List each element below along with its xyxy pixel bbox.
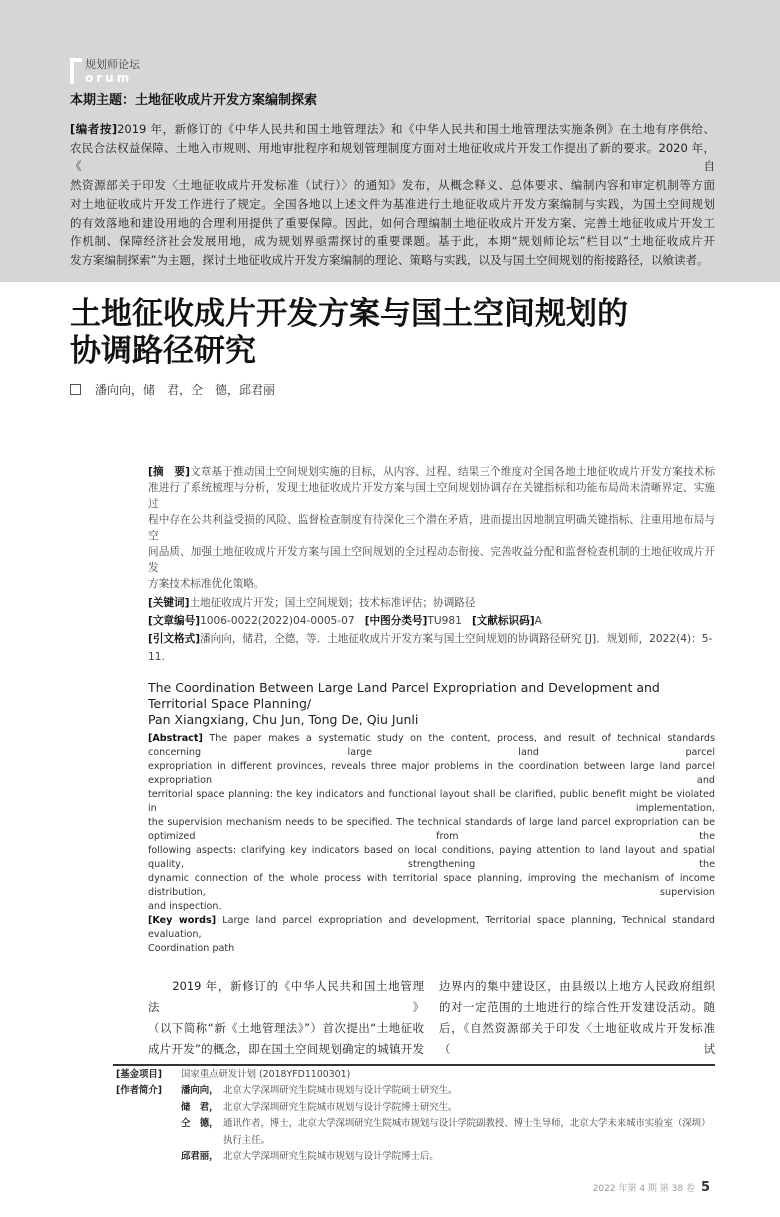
bio-name: 仝 德， bbox=[181, 1118, 219, 1130]
en-abstract-line bbox=[148, 732, 715, 760]
editor-note-band bbox=[0, 0, 780, 282]
bio-name: 邱君丽， bbox=[181, 1151, 219, 1163]
bio-indent bbox=[116, 1100, 181, 1117]
article-title bbox=[70, 296, 715, 370]
cn-abstract bbox=[148, 464, 715, 592]
english-abstract bbox=[148, 732, 715, 956]
author-bio-row bbox=[116, 1149, 715, 1166]
body-line: 边界内的集中建设区，由县级以上地方人民政府组织 bbox=[439, 978, 715, 993]
article-meta bbox=[148, 594, 715, 666]
author-bio-row bbox=[116, 1116, 715, 1133]
abstract-line: 准进行了系统梳理与分析，发现土地征收成片开发方案与国土空间规划协调存在关键指标和功能布局尚未清晰界定、实施过 bbox=[148, 481, 715, 510]
logo-f-shape bbox=[70, 58, 82, 84]
body-line: 2019 年，新修订的《中华人民共和国土地管理法》 bbox=[148, 978, 424, 1014]
article-body bbox=[0, 282, 780, 1166]
en-title-line: The Coordination Between Large Land Parcel Expropriation and Development and Territorial Space Planning/ bbox=[148, 679, 660, 711]
bio-name: 潘向向， bbox=[181, 1085, 219, 1097]
doc-code: A bbox=[534, 614, 542, 627]
square-bullet-icon bbox=[70, 384, 81, 395]
en-authors: Pan Xiangxiang, Chu Jun, Tong De, Qiu Junli bbox=[148, 711, 419, 727]
bio-desc: 北京大学深圳研究生院城市规划与设计学院博士后。 bbox=[223, 1151, 439, 1163]
body-line: 的对一定范围的土地进行的综合性开发建设活动。随 bbox=[439, 999, 715, 1014]
article-no-label: [文章编号] bbox=[148, 614, 201, 627]
clc-value: TU981 bbox=[427, 614, 462, 627]
abstract-label: [摘 要] bbox=[148, 465, 190, 478]
article-content bbox=[70, 464, 715, 1166]
author-bio-row bbox=[116, 1100, 715, 1117]
en-abstract-line: and inspection. bbox=[148, 900, 222, 912]
bio-indent bbox=[116, 1133, 181, 1150]
abstract-line: 方案技术标准优化策略。 bbox=[148, 577, 265, 590]
bio-desc: 北京大学深圳研究生院城市规划与设计学院硕士研究生。 bbox=[223, 1085, 458, 1097]
citation-value: 潘向向，储君，仝德，等．土地征收成片开发方案与国土空间规划的协调路径研究 [J]．规划师，2022(4)：5-11. bbox=[148, 632, 713, 663]
ids-row bbox=[148, 612, 715, 630]
note-line: 对土地征收成片开发工作进行了规定。全国各地以上述文件为基准进行土地征收成片开发方案编制与实践，为国土空间规划 bbox=[70, 196, 715, 211]
author-bio-row bbox=[116, 1133, 715, 1150]
issue-info: 2022 年第 4 期 第 38 卷 bbox=[592, 1183, 695, 1194]
en-keywords-text: Large land parcel expropriation and development, Territorial space planning, Technical standard evaluation, bbox=[148, 914, 715, 940]
en-abstract-label: [Abstract] bbox=[148, 732, 203, 744]
en-keywords-line: Coordination path bbox=[148, 942, 235, 954]
logo-en-text: orum bbox=[85, 71, 133, 85]
editor-note bbox=[70, 120, 715, 270]
body-columns bbox=[148, 976, 715, 1060]
logo-cn-text: 规划师论坛 bbox=[85, 58, 140, 71]
fund-row bbox=[116, 1067, 715, 1084]
citation-row bbox=[148, 630, 715, 666]
footnote-divider bbox=[113, 1064, 715, 1066]
en-abstract-line: territorial space planning: the key indicators and functional layout shall be clarified, public benefit might be violated in implementation, bbox=[148, 788, 715, 814]
note-label: [编者按] bbox=[70, 122, 118, 136]
title-line: 协调路径研究 bbox=[70, 332, 256, 369]
abstract-line: 程中存在公共利益受损的风险、监督检查制度有待深化三个潜在矛盾，进而提出因地制宜明确关键指标、注重用地布局与空 bbox=[148, 513, 715, 542]
en-keywords-label: [Key words] bbox=[148, 914, 217, 926]
authors-text: 潘向向，储 君，仝 德，邱君丽 bbox=[95, 382, 276, 397]
clc-label: [中图分类号] bbox=[364, 614, 428, 627]
body-line: 后，《自然资源部关于印发〈土地征收成片开发标准（试 bbox=[439, 1020, 715, 1056]
bio-desc: 北京大学深圳研究生院城市规划与设计学院博士研究生。 bbox=[223, 1101, 458, 1113]
author-bio-label: [作者简介] bbox=[116, 1085, 163, 1097]
note-line: 的有效落地和建设用地的合理利用提供了重要保障。因此，如何合理编制土地征收成片开发方案、完善土地征收成片开发工 bbox=[70, 215, 715, 230]
author-bio-row bbox=[116, 1083, 715, 1100]
keywords-row bbox=[148, 594, 715, 612]
body-column-1 bbox=[148, 976, 424, 1060]
en-abstract-line: the supervision mechanism needs to be specified. The technical standards of large land parcel expropriation can be optimized from the bbox=[148, 816, 715, 842]
doc-code-label: [文献标识码] bbox=[471, 614, 535, 627]
bio-indent bbox=[116, 1149, 181, 1166]
page-number: 5 bbox=[700, 1179, 710, 1195]
body-line: 成片开发”的概念，即在国土空间规划确定的城镇开发 bbox=[148, 1041, 424, 1056]
note-line: 然资源部关于印发〈土地征收成片开发标准（试行）〉的通知》发布，从概念释义、总体要求、编制内容和审定机制等方面 bbox=[70, 178, 715, 193]
forum-logo bbox=[70, 58, 160, 86]
keywords-value: 土地征收成片开发；国土空间规划；技术标准评估；协调路径 bbox=[189, 596, 476, 609]
note-text: 2019 年，新修订的《中华人民共和国土地管理法》和《中华人民共和国土地管理法实施条例》在土地有序供给、 bbox=[117, 122, 716, 136]
page-footer bbox=[0, 1166, 780, 1217]
issue-topic: 本期主题：土地征收成片开发方案编制探索 bbox=[70, 93, 318, 108]
english-title bbox=[148, 680, 715, 728]
note-line: 发方案编制探索”为主题，探讨土地征收成片开发方案编制的理论、策略与实践，以及与国土空间规划的衔接路径，以飨读者。 bbox=[70, 252, 709, 267]
fund-value: 国家重点研发计划 (2018YFD1100301) bbox=[181, 1068, 351, 1080]
fund-label: [基金项目] bbox=[116, 1068, 163, 1080]
bio-name: 储 君， bbox=[181, 1101, 219, 1113]
en-abstract-text: The paper makes a systematic study on the content, process, and result of technical standards concerning large land parcel bbox=[148, 732, 715, 758]
body-line: （以下简称“新《土地管理法》”）首次提出“土地征收 bbox=[148, 1020, 424, 1035]
body-column-2 bbox=[439, 976, 715, 1060]
note-line: 农民合法权益保障、土地入市规则、用地审批程序和规划管理制度方面对土地征收成片开发工作提出了新的要求。2020 年，《自 bbox=[70, 140, 715, 174]
bio-desc: 执行主任。 bbox=[223, 1134, 270, 1146]
article-no: 1006-0022(2022)04-0005-07 bbox=[200, 614, 355, 627]
note-line bbox=[70, 120, 715, 139]
en-abstract-line: following aspects: clarifying key indicators based on local conditions, paying attention to land layout and spatial quality, strengthening the bbox=[148, 844, 715, 870]
abstract-line bbox=[148, 464, 715, 480]
footnotes bbox=[116, 1067, 715, 1166]
author-list bbox=[70, 382, 715, 398]
bio-indent bbox=[116, 1116, 181, 1133]
bio-indent bbox=[181, 1133, 223, 1150]
bio-desc: 通讯作者，博士，北京大学深圳研究生院城市规划与设计学院副教授、博士生导师，北京大学未来城市实验室（深圳） bbox=[223, 1118, 711, 1130]
title-line: 土地征收成片开发方案与国土空间规划的 bbox=[70, 295, 628, 332]
abstract-text: 文章基于推动国土空间规划实施的目标，从内容、过程、结果三个维度对全国各地土地征收成片开发方案技术标 bbox=[189, 465, 715, 478]
en-keywords-line bbox=[148, 914, 715, 942]
en-abstract-line: expropriation in different provinces, reveals three major problems in the coordination between large land parcel expropriation and bbox=[148, 760, 715, 786]
citation-label: [引文格式] bbox=[148, 632, 201, 645]
keywords-label: [关键词] bbox=[148, 596, 190, 609]
note-line: 作机制、保障经济社会发展用地，成为规划界亟需探讨的重要课题。基于此，本期“规划师论坛”栏目以“土地征收成片开 bbox=[70, 234, 715, 249]
en-abstract-line: dynamic connection of the whole process with territorial space planning, improving the mechanism of income distribution, supervision bbox=[148, 872, 715, 898]
abstract-line: 间品质、加强土地征收成片开发方案与国土空间规划的全过程动态衔接、完善收益分配和监督检查机制的土地征收成片开发 bbox=[148, 545, 715, 574]
